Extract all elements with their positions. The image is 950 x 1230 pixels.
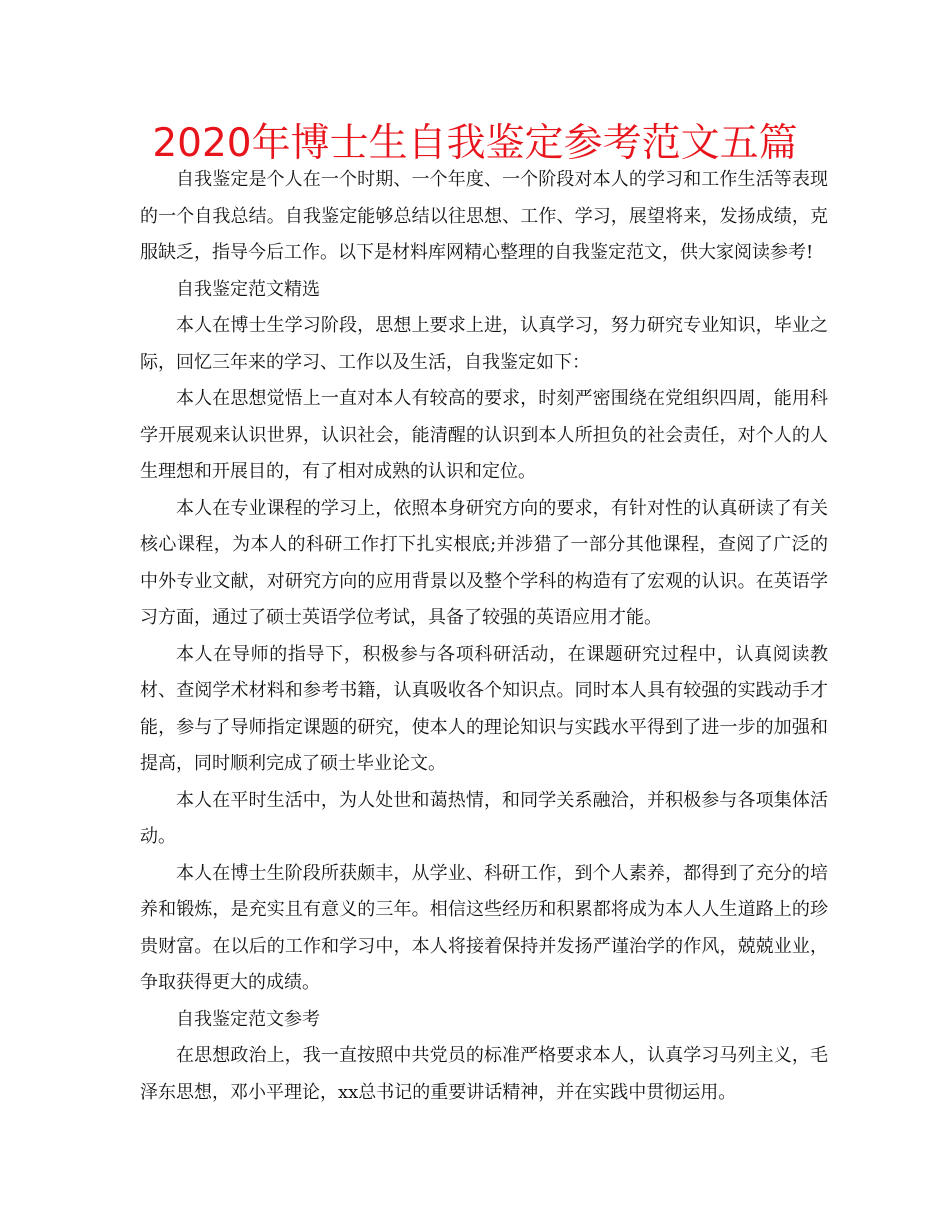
document-title: 2020年博士生自我鉴定参考范文五篇 bbox=[152, 121, 798, 166]
paragraph: 本人在博士生阶段所获颇丰，从学业、科研工作，到个人素养，都得到了充分的培养和锻炼，是充实且有意义的三年。相信这些经历和积累都将成为本人人生道路上的珍贵财富。在以后的工作和学习中，本人将接着保持并发扬严谨治学的作风，兢兢业业，争取获得更大的成绩。 bbox=[140, 862, 828, 993]
section-heading-selected: 自我鉴定范文精选 bbox=[176, 278, 320, 300]
paragraph: 本人在思想觉悟上一直对本人有较高的要求，时刻严密围绕在党组织四周，能用科学开展观来认识世界，认识社会，能清醒的认识到本人所担负的社会责任，对个人的人生理想和开展目的，有了相对成熟的认识和定位。 bbox=[140, 388, 828, 482]
document-body bbox=[140, 162, 828, 1111]
paragraph: 本人在导师的指导下，积极参与各项科研活动，在课题研究过程中，认真阅读教材、查阅学术材料和参考书籍，认真吸收各个知识点。同时本人具有较强的实践动手才能，参与了导师指定课题的研究，使本人的理论知识与实践水平得到了进一步的加强和提高，同时顺利完成了硕士毕业论文。 bbox=[140, 643, 828, 774]
paragraph: 本人在专业课程的学习上，依照本身研究方向的要求，有针对性的认真研读了有关核心课程，为本人的科研工作打下扎实根底;并涉猎了一部分其他课程，查阅了广泛的中外专业文献，对研究方向的应用背景以及整个学科的构造有了宏观的认识。在英语学习方面，通过了硕士英语学位考试，具备了较强的英语应用才能。 bbox=[140, 497, 828, 628]
paragraph: 在思想政治上，我一直按照中共党员的标准严格要求本人，认真学习马列主义，毛泽东思想，邓小平理论，xx总书记的重要讲话精神，并在实践中贯彻运用。 bbox=[140, 1045, 828, 1103]
section-heading-reference: 自我鉴定范文参考 bbox=[176, 1008, 320, 1030]
paragraph-intro: 自我鉴定是个人在一个时期、一个年度、一个阶段对本人的学习和工作生活等表现的一个自我总结。自我鉴定能够总结以往思想、工作、学习，展望将来，发扬成绩，克服缺乏，指导今后工作。以下是材料库网精心整理的自我鉴定范文，供大家阅读参考! bbox=[140, 169, 828, 263]
paragraph: 本人在平时生活中，为人处世和蔼热情，和同学关系融洽，并积极参与各项集体活动。 bbox=[140, 789, 828, 847]
paragraph: 本人在博士生学习阶段，思想上要求上进，认真学习，努力研究专业知识，毕业之际，回忆三年来的学习、工作以及生活，自我鉴定如下： bbox=[140, 315, 828, 373]
